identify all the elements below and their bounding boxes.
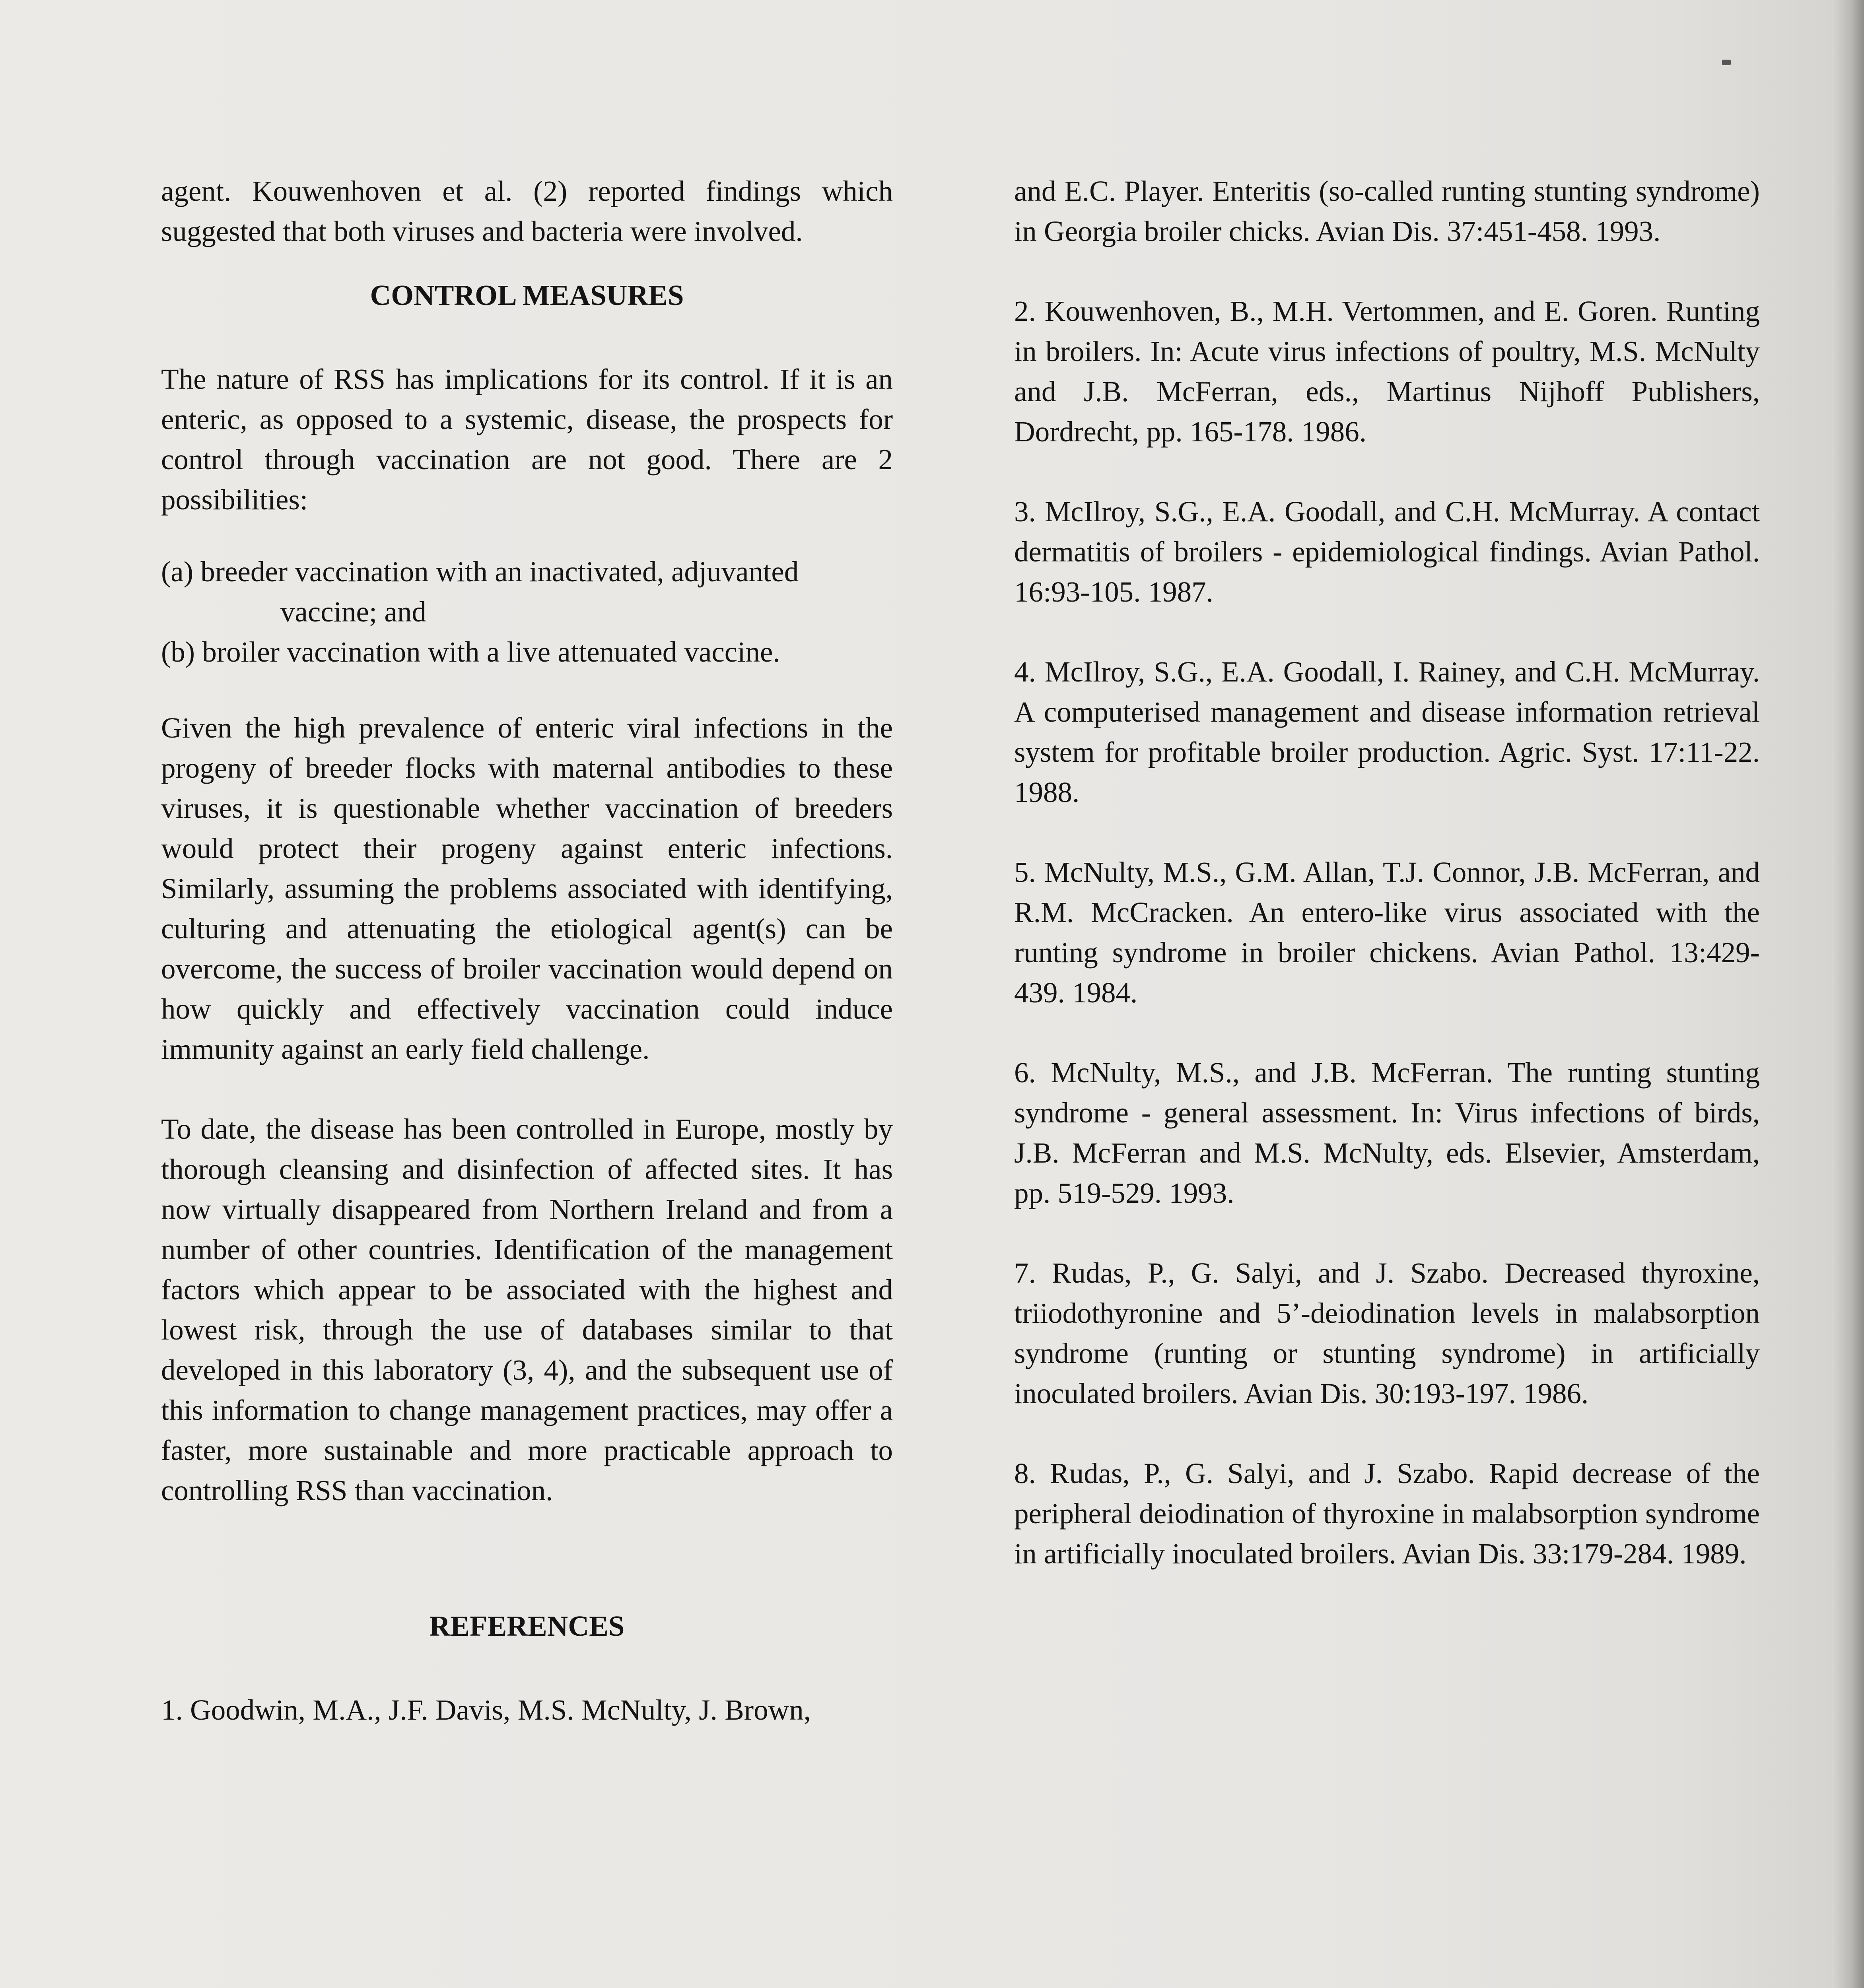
right-column bbox=[1014, 171, 1760, 1613]
reference-3: 3. McIlroy, S.G., E.A. Goodall, and C.H. McMurray. A contact dermatitis of broilers - epidemiological findings. Avian Pathol. 16:93-105. 1987. bbox=[1014, 495, 1760, 608]
reference-2: 2. Kouwenhoven, B., M.H. Vertommen, and E. Goren. Runting in broilers. In: Acute virus infections of poultry, M.S. McNulty and J.B. McFerran, eds., Martinus Nijhoff Publishers, Dordrecht, pp. 165-178. 1986. bbox=[1014, 295, 1760, 448]
reference-7: 7. Rudas, P., G. Salyi, and J. Szabo. Decreased thyroxine, triiodothyronine and 5’-deiodination levels in malabsorption syndrome (runting or stunting syndrome) in artificially inoculated broilers. Avian Dis. 30:193-197. 1986. bbox=[1014, 1257, 1760, 1409]
reference-5: 5. McNulty, M.S., G.M. Allan, T.J. Connor, J.B. McFerran, and R.M. McCracken. An entero-like virus associated with the runting syndrome in broiler chickens. Avian Pathol. 13:429-439. 1984. bbox=[1014, 856, 1760, 1009]
reference-4: 4. McIlroy, S.G., E.A. Goodall, I. Rainey, and C.H. McMurray. A computerised management and disease information retrieval system for profitable broiler production. Agric. Syst. 17:11-22. 1988. bbox=[1014, 656, 1760, 808]
reference-6: 6. McNulty, M.S., and J.B. McFerran. The runting stunting syndrome - general assessment. In: Virus infections of birds, J.B. McFerran and M.S. McNulty, eds. Elsevier, Amsterdam, pp. 519-529. 1993. bbox=[1014, 1056, 1760, 1209]
left-column bbox=[161, 171, 893, 1730]
reference-8: 8. Rudas, P., G. Salyi, and J. Szabo. Rapid decrease of the peripheral deiodination of thyroxine in malabsorption syndrome in artificially inoculated broilers. Avian Dis. 33:179-284. 1989. bbox=[1014, 1457, 1760, 1570]
option-a-text: (a) breeder vaccination with an inactivated, adjuvanted bbox=[161, 555, 799, 588]
control-measures-heading: CONTROL MEASURES bbox=[370, 279, 684, 311]
prevalence-paragraph: Given the high prevalence of enteric viral infections in the progeny of breeder flocks with maternal antibodies to these viruses, it is questionable whether vaccination of breeders would protect their progeny against enteric infections. Similarly, assuming the problems associated with identifying, culturing and attenuating the etiological agent(s) can be overcome, the success of broiler vaccination would depend on how quickly and effectively vaccination could induce immunity against an early field challenge. bbox=[161, 712, 893, 1065]
option-a-continuation: vaccine; and bbox=[280, 596, 426, 628]
references-heading: REFERENCES bbox=[429, 1610, 625, 1642]
scan-mark bbox=[1722, 60, 1731, 65]
reference-1-end: and E.C. Player. Enteritis (so-called runting stunting syndrome) in Georgia broiler chicks. Avian Dis. 37:451-458. 1993. bbox=[1014, 175, 1760, 247]
reference-1-start: 1. Goodwin, M.A., J.F. Davis, M.S. McNulty, J. Brown, bbox=[161, 1694, 811, 1726]
option-b: (b) broiler vaccination with a live attenuated vaccine. bbox=[161, 636, 780, 668]
todate-paragraph: To date, the disease has been controlled in Europe, mostly by thorough cleansing and disinfection of affected sites. It has now virtually disappeared from Northern Ireland and from a number of other countries. Identification of the management factors which appear to be associated with the highest and lowest risk, through the use of databases similar to that developed in this laboratory (3, 4), and the subsequent use of this information to change management practices, may offer a faster, more sustainable and more practicable approach to controlling RSS than vaccination. bbox=[161, 1113, 893, 1507]
control-paragraph: The nature of RSS has implications for its control. If it is an enteric, as opposed to a systemic, disease, the prospects for control through vaccination are not good. There are 2 possibilities: bbox=[161, 363, 893, 516]
option-a bbox=[161, 551, 893, 632]
intro-paragraph: agent. Kouwenhoven et al. (2) reported findings which suggested that both viruses and bacteria were involved. bbox=[161, 175, 893, 247]
page-edge-shadow bbox=[1832, 0, 1864, 1988]
